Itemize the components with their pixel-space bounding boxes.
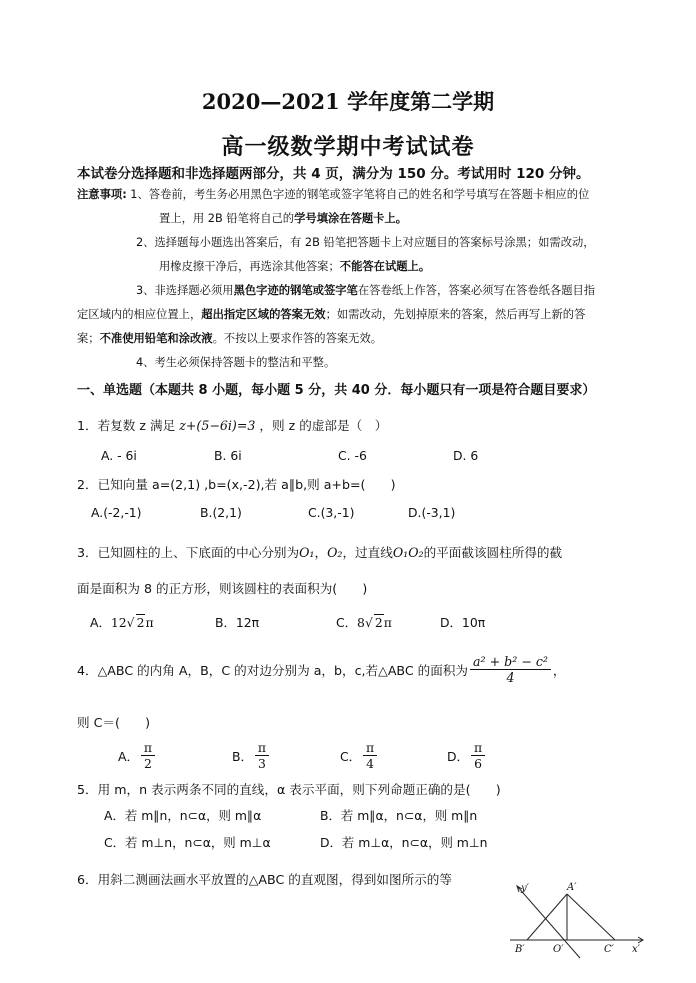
y-prime-label: y′ [521, 883, 529, 894]
q4-c-label: C． [340, 748, 362, 764]
q2-option-d: D.(-3,1) [408, 505, 456, 520]
q3-option-b: B．12π [215, 615, 260, 630]
q3-c-pi: π [383, 615, 392, 630]
oblique-triangle-figure [505, 880, 650, 962]
note-3c-bold: 不准使用铅笔和涂改液 [99, 332, 213, 345]
q4-area-fraction [470, 654, 551, 685]
q4-frac-num: a² + b² − c² [470, 654, 551, 670]
question-4-post: ， [552, 663, 566, 678]
c-prime-label: C′ [604, 944, 614, 955]
question-1-pre: 1．若复数 z 满足 [77, 418, 176, 433]
question-2: 2．已知向量 a=(2,1) ,b=(x,-2),若 a∥b,则 a+b=( ) [77, 477, 396, 492]
question-4-pre: 4．△ABC 的内角 A，B，C 的对边分别为 a，b，c,若△ABC 的面积为 [77, 663, 469, 678]
note-4: 4、考生必须保持答题卡的整洁和平整。 [136, 356, 336, 369]
note-3a-post: 在答卷纸上作答，答案必须写在答卷纸各题目指 [357, 284, 596, 297]
q2-option-a: A.(-2,-1) [91, 505, 142, 520]
question-1 [77, 415, 387, 434]
q5-option-d: D．若 m⊥α，n⊂α，则 m⊥n [320, 835, 488, 850]
q4-a-label: A． [118, 748, 139, 764]
q4-d-label: D． [447, 748, 469, 764]
q3-a-radicand: 2 [136, 615, 145, 630]
o-prime-label: O′ [553, 944, 564, 955]
q2-option-c: C.(3,-1) [308, 505, 355, 520]
notes-label: 注意事项: [77, 188, 127, 201]
q1-option-c: C. -6 [338, 448, 367, 463]
q4-c-den: 4 [366, 756, 375, 771]
note-3b [77, 307, 585, 323]
q3-a-pi: π [145, 615, 154, 630]
question-6: 6．用斜二测画法画水平放置的△ABC 的直观图，得到如图所示的等 [77, 872, 452, 887]
note-3b-pre: 定区域内的相应位置上， [77, 308, 202, 321]
note-3c-post: 。不按以上要求作答的答案无效。 [212, 332, 383, 345]
q4-option-a [118, 740, 157, 771]
q3-a-label: A． [90, 615, 111, 630]
q3-c-radicand: 2 [374, 615, 383, 630]
question-3-line1: 3．已知圆柱的上、下底面的中心分别为O₁，O₂，过直线O₁O₂的平面截该圆柱所得的截 [77, 545, 563, 560]
q3-option-a: A．12√ 2π [90, 615, 154, 630]
a-prime-label: A′ [567, 882, 577, 893]
question-3-mid: ，过直线 [342, 545, 393, 560]
question-4-line1 [77, 654, 566, 685]
q4-option-b [232, 740, 271, 771]
side-a-b [527, 894, 567, 940]
exam-intro: 本试卷分选择题和非选择题两部分，共 4 页，满分为 150 分。考试用时 120 分钟。 [77, 166, 590, 182]
q3-c-label: C． [336, 615, 358, 630]
q4-b-den: 3 [258, 756, 266, 771]
q3-option-d: D．10π [440, 615, 486, 630]
x-prime-label: x′ [632, 944, 640, 955]
note-3a-bold: 黑色字迹的钢笔或签字笔 [233, 284, 358, 297]
note-3a [136, 283, 595, 299]
q3-a-coef: 12 [110, 615, 127, 630]
exam-title-year: 2020—2021 学年度第二学期 [201, 89, 495, 114]
q4-frac-den: 4 [506, 670, 515, 685]
q4-option-c [340, 740, 379, 771]
question-3-line2: 面是面积为 8 的正方形，则该圆柱的表面积为( ) [77, 581, 368, 596]
q4-a-num: π [141, 740, 155, 756]
note-2a: 2、选择题每小题选出答案后，有 2B 铅笔把答题卡上对应题目的答案标号涂黑；如需改动， [136, 236, 595, 249]
q3-option-c: C．8√ 2π [336, 615, 392, 630]
question-3-post: 的平面截该圆柱所得的截 [423, 545, 563, 560]
q2-option-b: B.(2,1) [200, 505, 242, 520]
q4-b-label: B． [232, 748, 253, 764]
point-o1: O₁ [299, 545, 315, 560]
note-3b-bold: 超出指定区域的答案无效 [201, 308, 326, 321]
q5-option-a: A．若 m∥n，n⊂α，则 m∥α [104, 808, 262, 823]
side-a-c [567, 894, 615, 940]
question-1-formula: z+(5−6i)=3 [179, 418, 256, 433]
q4-d-den: 6 [474, 756, 482, 771]
q1-option-d: D. 6 [453, 448, 479, 463]
question-4-line2: 则 C＝( ) [77, 715, 150, 730]
point-o2: O₂ [327, 545, 343, 560]
note-2b-bold: 不能答在试题上。 [339, 260, 431, 273]
question-1-post: ，则 z 的虚部是（ ） [259, 418, 388, 433]
note-3b-post: ；如需改动，先划掉原来的答案，然后再写上新的答 [325, 308, 586, 321]
exam-title: 高一级数学期中考试试卷 [221, 134, 475, 160]
note-1b-bold: 学号填涂在答题卡上。 [294, 212, 408, 225]
note-3c [77, 331, 382, 347]
b-prime-label: B′ [515, 944, 525, 955]
note-1a [77, 187, 589, 203]
note-1b-text: 置上，用 2B 铅笔将自己的 [159, 212, 295, 225]
note-1b [159, 211, 407, 227]
q4-a-den: 2 [144, 756, 152, 771]
q1-option-a: A. - 6i [101, 448, 137, 463]
question-5: 5．用 m，n 表示两条不同的直线，α 表示平面，则下列命题正确的是( ) [77, 782, 501, 797]
section-1-heading: 一、单选题（本题共 8 小题，每小题 5 分，共 40 分．每小题只有一项是符合题目要求） [77, 383, 596, 398]
note-3c-pre: 案； [77, 332, 100, 345]
q4-c-num: π [363, 740, 377, 756]
q5-option-b: B．若 m∥α，n⊂α，则 m∥n [320, 808, 478, 823]
q4-d-num: π [471, 740, 485, 756]
note-3a-pre: 3、非选择题必须用 [136, 284, 234, 297]
q4-b-num: π [255, 740, 269, 756]
q1-option-b: B. 6i [214, 448, 242, 463]
q4-option-d [447, 740, 487, 771]
q5-option-c: C．若 m⊥n，n⊂α，则 m⊥α [104, 835, 271, 850]
question-3-pre: 3．已知圆柱的上、下底面的中心分别为 [77, 545, 300, 560]
note-2b [159, 259, 430, 275]
note-2b-text: 用橡皮擦干净后，再选涂其他答案； [159, 260, 340, 273]
q3-c-coef: 8 [357, 615, 365, 630]
line-o1o2: O₁O₂ [392, 545, 424, 560]
note-1a-text: 1、答卷前，考生务必用黑色字迹的钢笔或签字笔将自己的姓名和学号填写在答题卡相应的位 [126, 188, 590, 201]
